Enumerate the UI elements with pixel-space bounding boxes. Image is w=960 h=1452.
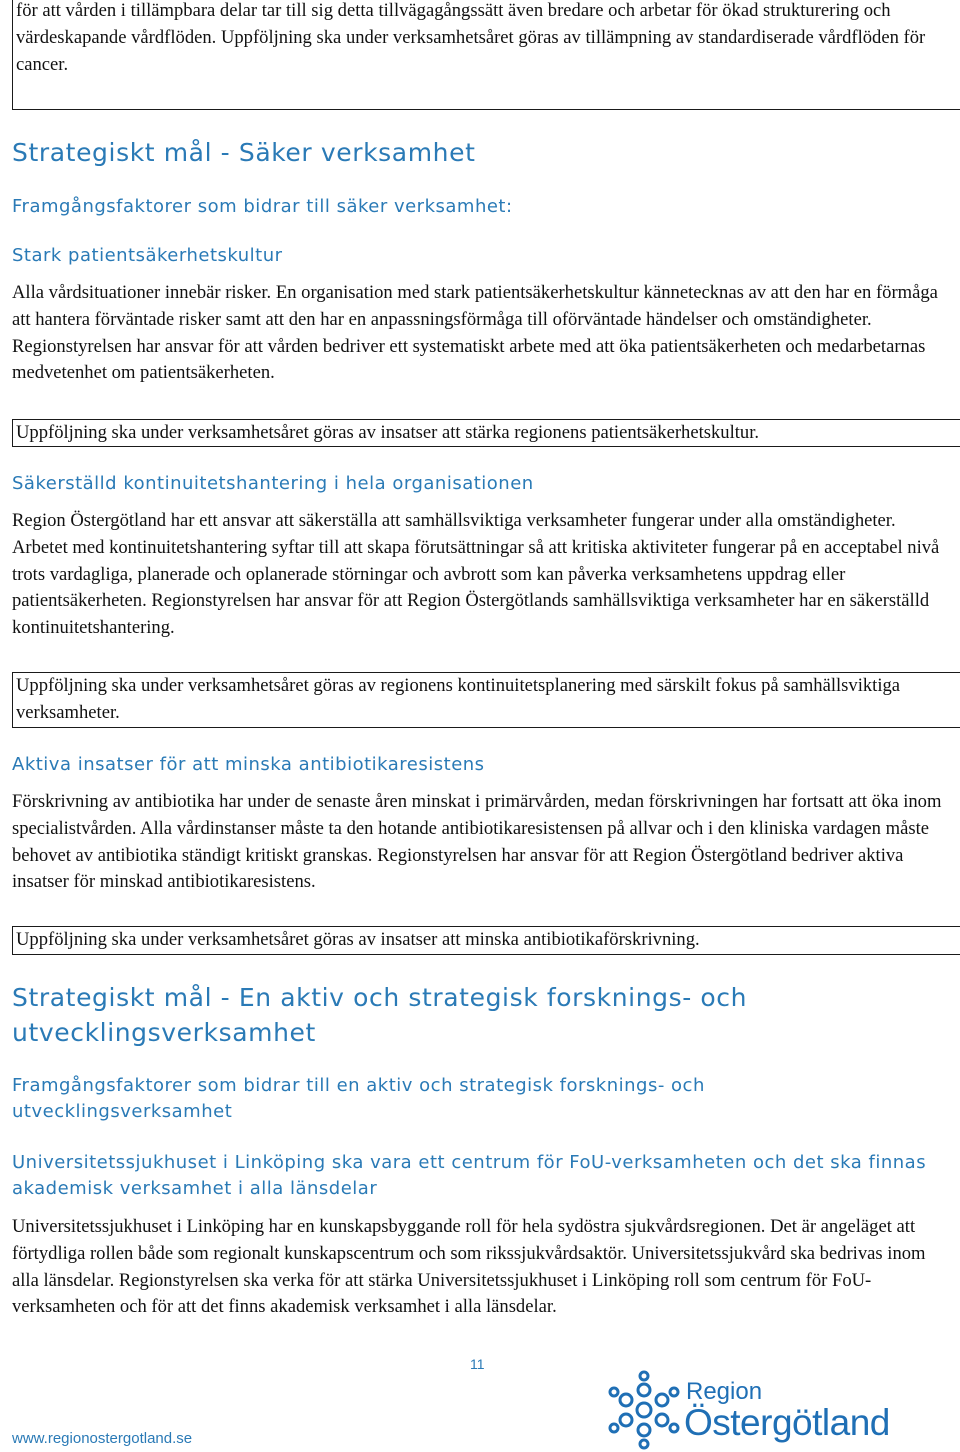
item1-followup: Uppföljning ska under verksamhetsåret göras av insatser att stärka regionens patientsäkerhetskultur. bbox=[12, 419, 960, 447]
logo-line2: Östergötland bbox=[684, 1402, 890, 1443]
section1-subtitle: Framgångsfaktorer som bidrar till säker verksamhet: bbox=[12, 196, 513, 217]
section2-title: Strategiskt mål - En aktiv och strategisk forsknings- och utvecklingsverksamhet bbox=[12, 983, 748, 1047]
intro-boxed-paragraph: för att vården i tillämpbara delar tar till sig detta tillvägagångssätt även bredare och arbetar för ökad strukturering och värdeskapande vårdflöden. Uppföljning ska under verksamhetsåret göras av tillämpning av standardiserade vårdflöden för cancer. bbox=[12, 0, 960, 110]
item3-body: Förskrivning av antibiotika har under de senaste åren minskat i primärvården, medan förskrivningen har fortsatt att öka inom specialistvården. Alla vårdinstanser måste ta den hotande antibiotikaresistensen på allvar och i den kliniska vardagen måste behovet av antibiotika ständigt kritiskt granskas. Regionstyrelsen har ansvar för att Region Östergötland bedriver aktiva insatser för minskad antibiotikaresistens. bbox=[12, 791, 942, 893]
section2-item-heading: Universitetssjukhuset i Linköping ska vara ett centrum för FoU-verksamheten och det ska finnas akademisk verksamhet i alla länsdelar bbox=[12, 1152, 927, 1199]
section2-subtitle: Framgångsfaktorer som bidrar till en aktiv och strategisk forsknings- och utvecklingsverksamhet bbox=[12, 1075, 705, 1122]
item2-heading: Säkerställd kontinuitetshantering i hela organisationen bbox=[12, 473, 534, 494]
logo-line1: Region bbox=[686, 1378, 763, 1405]
item3-followup: Uppföljning ska under verksamhetsåret göras av insatser att minska antibiotikaförskrivning. bbox=[12, 926, 960, 955]
item2-body: Region Östergötland har ett ansvar att säkerställa att samhällsviktiga verksamheter fungerar under alla omständigheter. Arbetet med kontinuitetshantering syftar till att skapa förutsättningar så att kritiska aktiviteter fungerar på en acceptabel nivå trots vardagliga, planerade och oplanerade störningar och avbrott som kan påverka verksamhetens uppdrag eller patientsäkerheten. Regionstyrelsen har ansvar för att Region Östergötlands samhällsviktiga verksamheter har en säkerställd kontinuitetshantering. bbox=[12, 510, 940, 639]
region-logo bbox=[604, 1368, 904, 1452]
item3-heading: Aktiva insatser för att minska antibiotikaresistens bbox=[12, 754, 485, 775]
item1-body: Alla vårdsituationer innebär risker. En organisation med stark patientsäkerhetskultur kännetecknas av att den har en förmåga att hantera förväntade risker samt att den har en anpassningsförmåga till oförväntade händelser och omständigheter. Regionstyrelsen har ansvar för att vården bedriver ett systematiskt arbete med att öka patientsäkerheten och medarbetarnas medvetenhet om patientsäkerheten. bbox=[12, 282, 938, 384]
section1-title: Strategiskt mål - Säker verksamhet bbox=[12, 138, 476, 167]
footer-url-link[interactable]: www.regionostergotland.se bbox=[12, 1430, 193, 1447]
section2-item-body: Universitetssjukhuset i Linköping har en kunskapsbyggande roll för hela sydöstra sjukvårdsregionen. Det är angeläget att förtydliga rollen både som regionalt kunskapscentrum och som rikssjukvårdsaktör. Universitetssjukvård ska bedrivas inom alla länsdelar. Regionstyrelsen ska verka för att stärka Universitetssjukhuset i Linköping roll som centrum för FoU-verksamheten och för att det finns akademisk verksamhet i alla länsdelar. bbox=[12, 1216, 926, 1318]
item1-heading: Stark patientsäkerhetskultur bbox=[12, 245, 283, 266]
item2-followup: Uppföljning ska under verksamhetsåret göras av regionens kontinuitetsplanering med särskilt fokus på samhällsviktiga verksamheter. bbox=[12, 672, 960, 728]
page-number: 11 bbox=[470, 1356, 485, 1372]
region-snowflake-icon bbox=[604, 1370, 684, 1450]
